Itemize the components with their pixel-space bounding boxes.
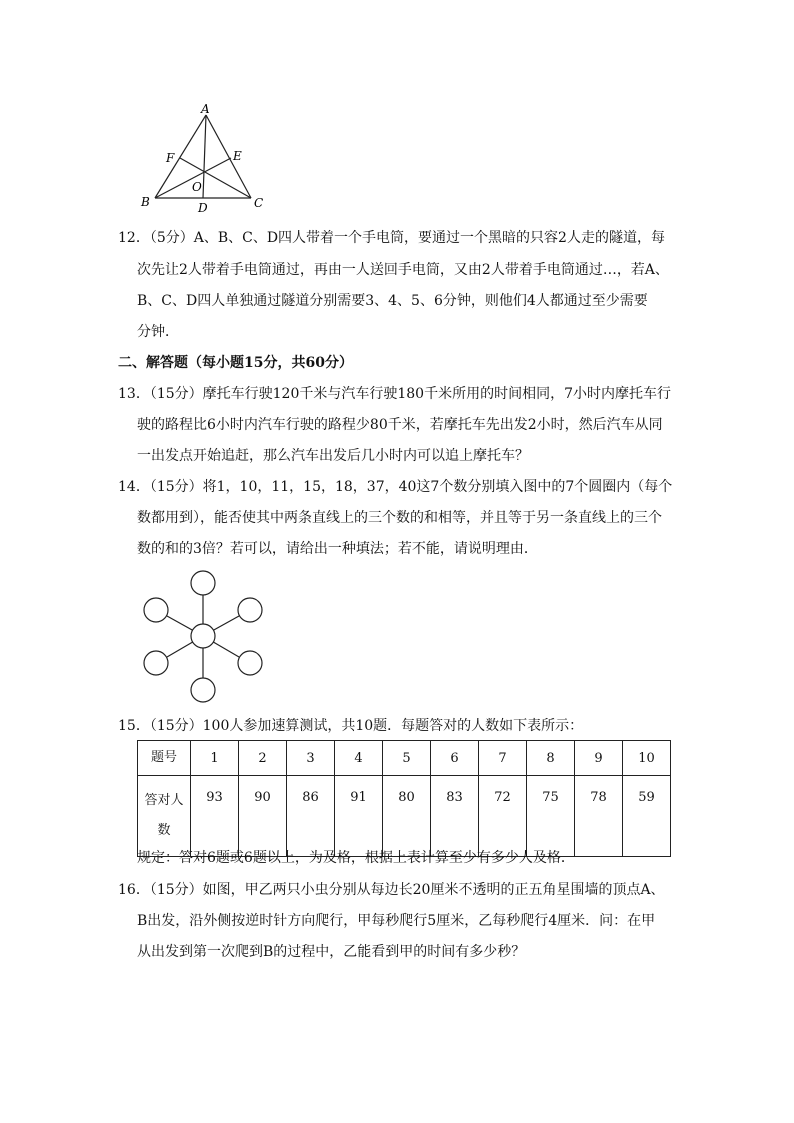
vertex-label-a: A xyxy=(201,102,210,116)
q16-line-1: 16．（15分）如图，甲乙两只小虫分别从每边长20厘米不透明的正五角星围墙的顶点A、 xyxy=(118,882,665,898)
table-cell: 78 xyxy=(575,776,623,857)
table-cell: 75 xyxy=(527,776,575,857)
table-cell: 7 xyxy=(479,741,527,776)
table-cell: 90 xyxy=(239,776,287,857)
table-cell: 86 xyxy=(287,776,335,857)
table-cell: 2 xyxy=(239,741,287,776)
point-label-f: F xyxy=(166,151,175,165)
q14-line-3: 数的和的3倍？若可以，请给出一种填法；若不能，请说明理由． xyxy=(137,541,538,557)
q12-line-3: B、C、D四人单独通过隧道分别需要3、4、5、6分钟，则他们4人都通过至少需要 xyxy=(137,293,648,309)
q16-line-2: B出发，沿外侧按逆时针方向爬行，甲每秒爬行5厘米，乙每秒爬行4厘米．问：在甲 xyxy=(137,913,656,929)
table-header-correct-line-2: 数 xyxy=(157,823,171,838)
triangle-figure xyxy=(135,100,275,215)
point-label-d: D xyxy=(198,201,208,215)
table-header-question: 题号 xyxy=(138,741,191,776)
table-row-correct-counts xyxy=(138,776,671,857)
q12-line-1: 12．（5分）A、B、C、D四人带着一个手电筒，要通过一个黑暗的只容2人走的隧道，每 xyxy=(118,230,665,246)
table-cell: 8 xyxy=(527,741,575,776)
circle-upper-right xyxy=(238,598,262,622)
answers-table xyxy=(137,740,671,857)
table-cell: 93 xyxy=(191,776,239,857)
q14-line-2: 数都用到），能否使其中两条直线上的三个数的和相等，并且等于另一条直线上的三个 xyxy=(137,510,662,526)
circle-top xyxy=(191,571,215,595)
table-row-question-numbers xyxy=(138,741,671,776)
circle-lower-left xyxy=(144,651,168,675)
q13-line-1: 13．（15分）摩托车行驶120千米与汽车行驶180千米所用的时间相同，7小时内摩托车行 xyxy=(118,386,671,402)
q14-line-1: 14．（15分）将1，10，11，15，18，37，40这7个数分别填入图中的7个圆圈内（每个 xyxy=(118,479,673,495)
median-ad xyxy=(203,115,206,198)
vertex-label-c: C xyxy=(254,196,264,210)
point-label-e: E xyxy=(233,149,242,163)
vertex-label-b: B xyxy=(141,195,150,209)
table-header-correct xyxy=(138,776,191,857)
section-heading: 二、解答题（每小题15分，共60分） xyxy=(118,355,353,371)
table-cell: 59 xyxy=(623,776,671,857)
table-cell: 3 xyxy=(287,741,335,776)
q12-line-2: 次先让2人带着手电筒通过，再由一人送回手电筒，又由2人带着手电筒通过…，若A、 xyxy=(137,262,669,278)
table-cell: 83 xyxy=(431,776,479,857)
table-cell: 9 xyxy=(575,741,623,776)
table-cell: 72 xyxy=(479,776,527,857)
q15-rule: 规定：答对6题或6题以上，为及格，根据上表计算至少有多少人及格． xyxy=(137,850,575,866)
circle-figure xyxy=(138,566,268,706)
table-cell: 5 xyxy=(383,741,431,776)
table-cell: 80 xyxy=(383,776,431,857)
table-cell: 6 xyxy=(431,741,479,776)
table-cell: 10 xyxy=(623,741,671,776)
circle-center xyxy=(191,624,215,648)
table-cell: 91 xyxy=(335,776,383,857)
q13-line-2: 驶的路程比6小时内汽车行驶的路程少80千米，若摩托车先出发2小时，然后汽车从同 xyxy=(137,417,663,433)
q15-line-1: 15．（15分）100人参加速算测试，共10题．每题答对的人数如下表所示： xyxy=(118,718,584,734)
table-header-correct-line-1: 答对人 xyxy=(144,793,184,808)
circle-upper-left xyxy=(144,598,168,622)
table-cell: 1 xyxy=(191,741,239,776)
table-cell: 4 xyxy=(335,741,383,776)
q13-line-3: 一出发点开始追赶，那么汽车出发后几小时内可以追上摩托车？ xyxy=(137,448,529,464)
q16-line-3: 从出发到第一次爬到B的过程中，乙能看到甲的时间有多少秒？ xyxy=(137,944,526,960)
circle-bottom xyxy=(191,678,215,702)
q12-line-4: 分钟． xyxy=(137,324,179,340)
circle-lower-right xyxy=(238,651,262,675)
point-label-o: O xyxy=(192,180,202,194)
